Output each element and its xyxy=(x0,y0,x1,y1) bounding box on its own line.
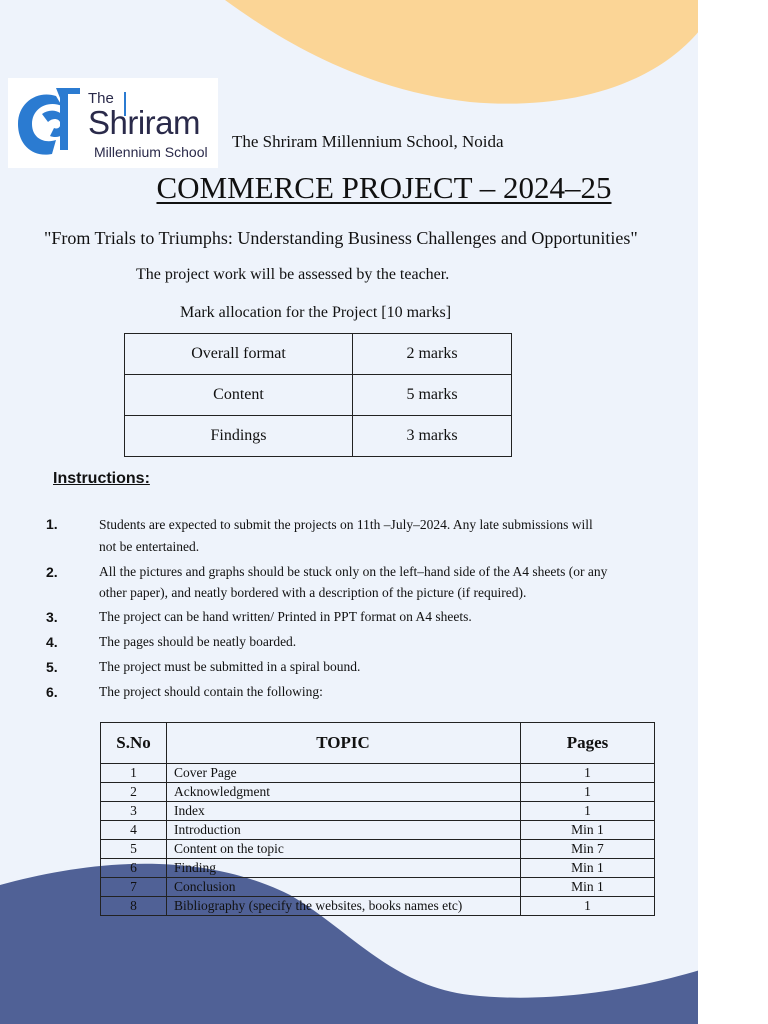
assessment-note: The project work will be assessed by the teacher. xyxy=(136,266,450,283)
table-row xyxy=(101,897,655,916)
table-row xyxy=(101,821,655,840)
mark-component: Overall format xyxy=(125,334,353,375)
school-logo xyxy=(8,78,218,168)
cell-topic: Content on the topic xyxy=(167,840,521,859)
shri-emblem-icon xyxy=(12,84,84,162)
logo-text-millennium-school: Millennium School xyxy=(94,144,208,160)
table-row xyxy=(101,840,655,859)
table-row xyxy=(125,375,512,416)
instruction-number: 5. xyxy=(46,659,58,675)
cell-sno: 4 xyxy=(101,821,167,840)
table-row xyxy=(101,878,655,897)
column-header-pages: Pages xyxy=(521,723,655,764)
instruction-number: 3. xyxy=(46,609,58,625)
instructions-heading: Instructions: xyxy=(53,470,150,487)
table-row xyxy=(101,859,655,878)
school-name: The Shriram Millennium School, Noida xyxy=(232,132,504,151)
instruction-number: 1. xyxy=(46,516,58,532)
cell-sno: 3 xyxy=(101,802,167,821)
mark-component: Findings xyxy=(125,416,353,457)
instruction-text: The project must be submitted in a spiral bound. xyxy=(99,659,361,674)
page-title: COMMERCE PROJECT – 2024–25 xyxy=(156,170,612,205)
mark-allocation-title: Mark allocation for the Project [10 marks] xyxy=(180,304,452,321)
mark-value: 3 marks xyxy=(353,416,512,457)
project-subtitle: "From Trials to Triumphs: Understanding Business Challenges and Opportunities" xyxy=(44,228,638,248)
instruction-number: 4. xyxy=(46,634,58,650)
cell-sno: 7 xyxy=(101,878,167,897)
instruction-text: The project should contain the following: xyxy=(99,684,323,699)
table-row xyxy=(101,764,655,783)
table-row xyxy=(125,416,512,457)
cell-topic: Cover Page xyxy=(167,764,521,783)
marks-table xyxy=(124,333,512,457)
cell-pages: Min 1 xyxy=(521,859,655,878)
table-row xyxy=(101,783,655,802)
table-header-row xyxy=(101,723,655,764)
cell-topic: Conclusion xyxy=(167,878,521,897)
cell-topic: Acknowledgment xyxy=(167,783,521,802)
instruction-text: All the pictures and graphs should be stuck only on the left–hand side of the A4 sheets (or any xyxy=(99,564,608,579)
cell-sno: 6 xyxy=(101,859,167,878)
cell-sno: 1 xyxy=(101,764,167,783)
instruction-text: other paper), and neatly bordered with a description of the picture (if required). xyxy=(99,585,527,600)
cell-topic: Bibliography (specify the websites, books names etc) xyxy=(167,897,521,916)
instruction-number: 2. xyxy=(46,564,58,580)
project-contents-table xyxy=(100,722,655,916)
mark-value: 2 marks xyxy=(353,334,512,375)
instruction-text: Students are expected to submit the projects on 11th –July–2024. Any late submissions will xyxy=(99,517,593,532)
cell-pages: Min 1 xyxy=(521,878,655,897)
column-header-topic: TOPIC xyxy=(167,723,521,764)
logo-text-shriram: Shriram xyxy=(88,104,201,141)
cell-sno: 8 xyxy=(101,897,167,916)
cell-pages: Min 7 xyxy=(521,840,655,859)
cell-pages: 1 xyxy=(521,802,655,821)
instruction-number: 6. xyxy=(46,684,58,700)
cell-topic: Index xyxy=(167,802,521,821)
cell-topic: Introduction xyxy=(167,821,521,840)
cell-pages: 1 xyxy=(521,897,655,916)
instruction-text: not be entertained. xyxy=(99,539,200,554)
column-header-sno: S.No xyxy=(101,723,167,764)
cell-topic: Finding xyxy=(167,859,521,878)
page-margin-strip xyxy=(698,0,768,1024)
cell-sno: 5 xyxy=(101,840,167,859)
instruction-text: The project can be hand written/ Printed in PPT format on A4 sheets. xyxy=(99,609,472,624)
cell-sno: 2 xyxy=(101,783,167,802)
instruction-text: The pages should be neatly boarded. xyxy=(99,634,297,649)
cell-pages: 1 xyxy=(521,764,655,783)
table-row xyxy=(101,802,655,821)
mark-value: 5 marks xyxy=(353,375,512,416)
logo-text-the: The xyxy=(88,90,114,107)
cell-pages: Min 1 xyxy=(521,821,655,840)
table-row xyxy=(125,334,512,375)
cell-pages: 1 xyxy=(521,783,655,802)
mark-component: Content xyxy=(125,375,353,416)
